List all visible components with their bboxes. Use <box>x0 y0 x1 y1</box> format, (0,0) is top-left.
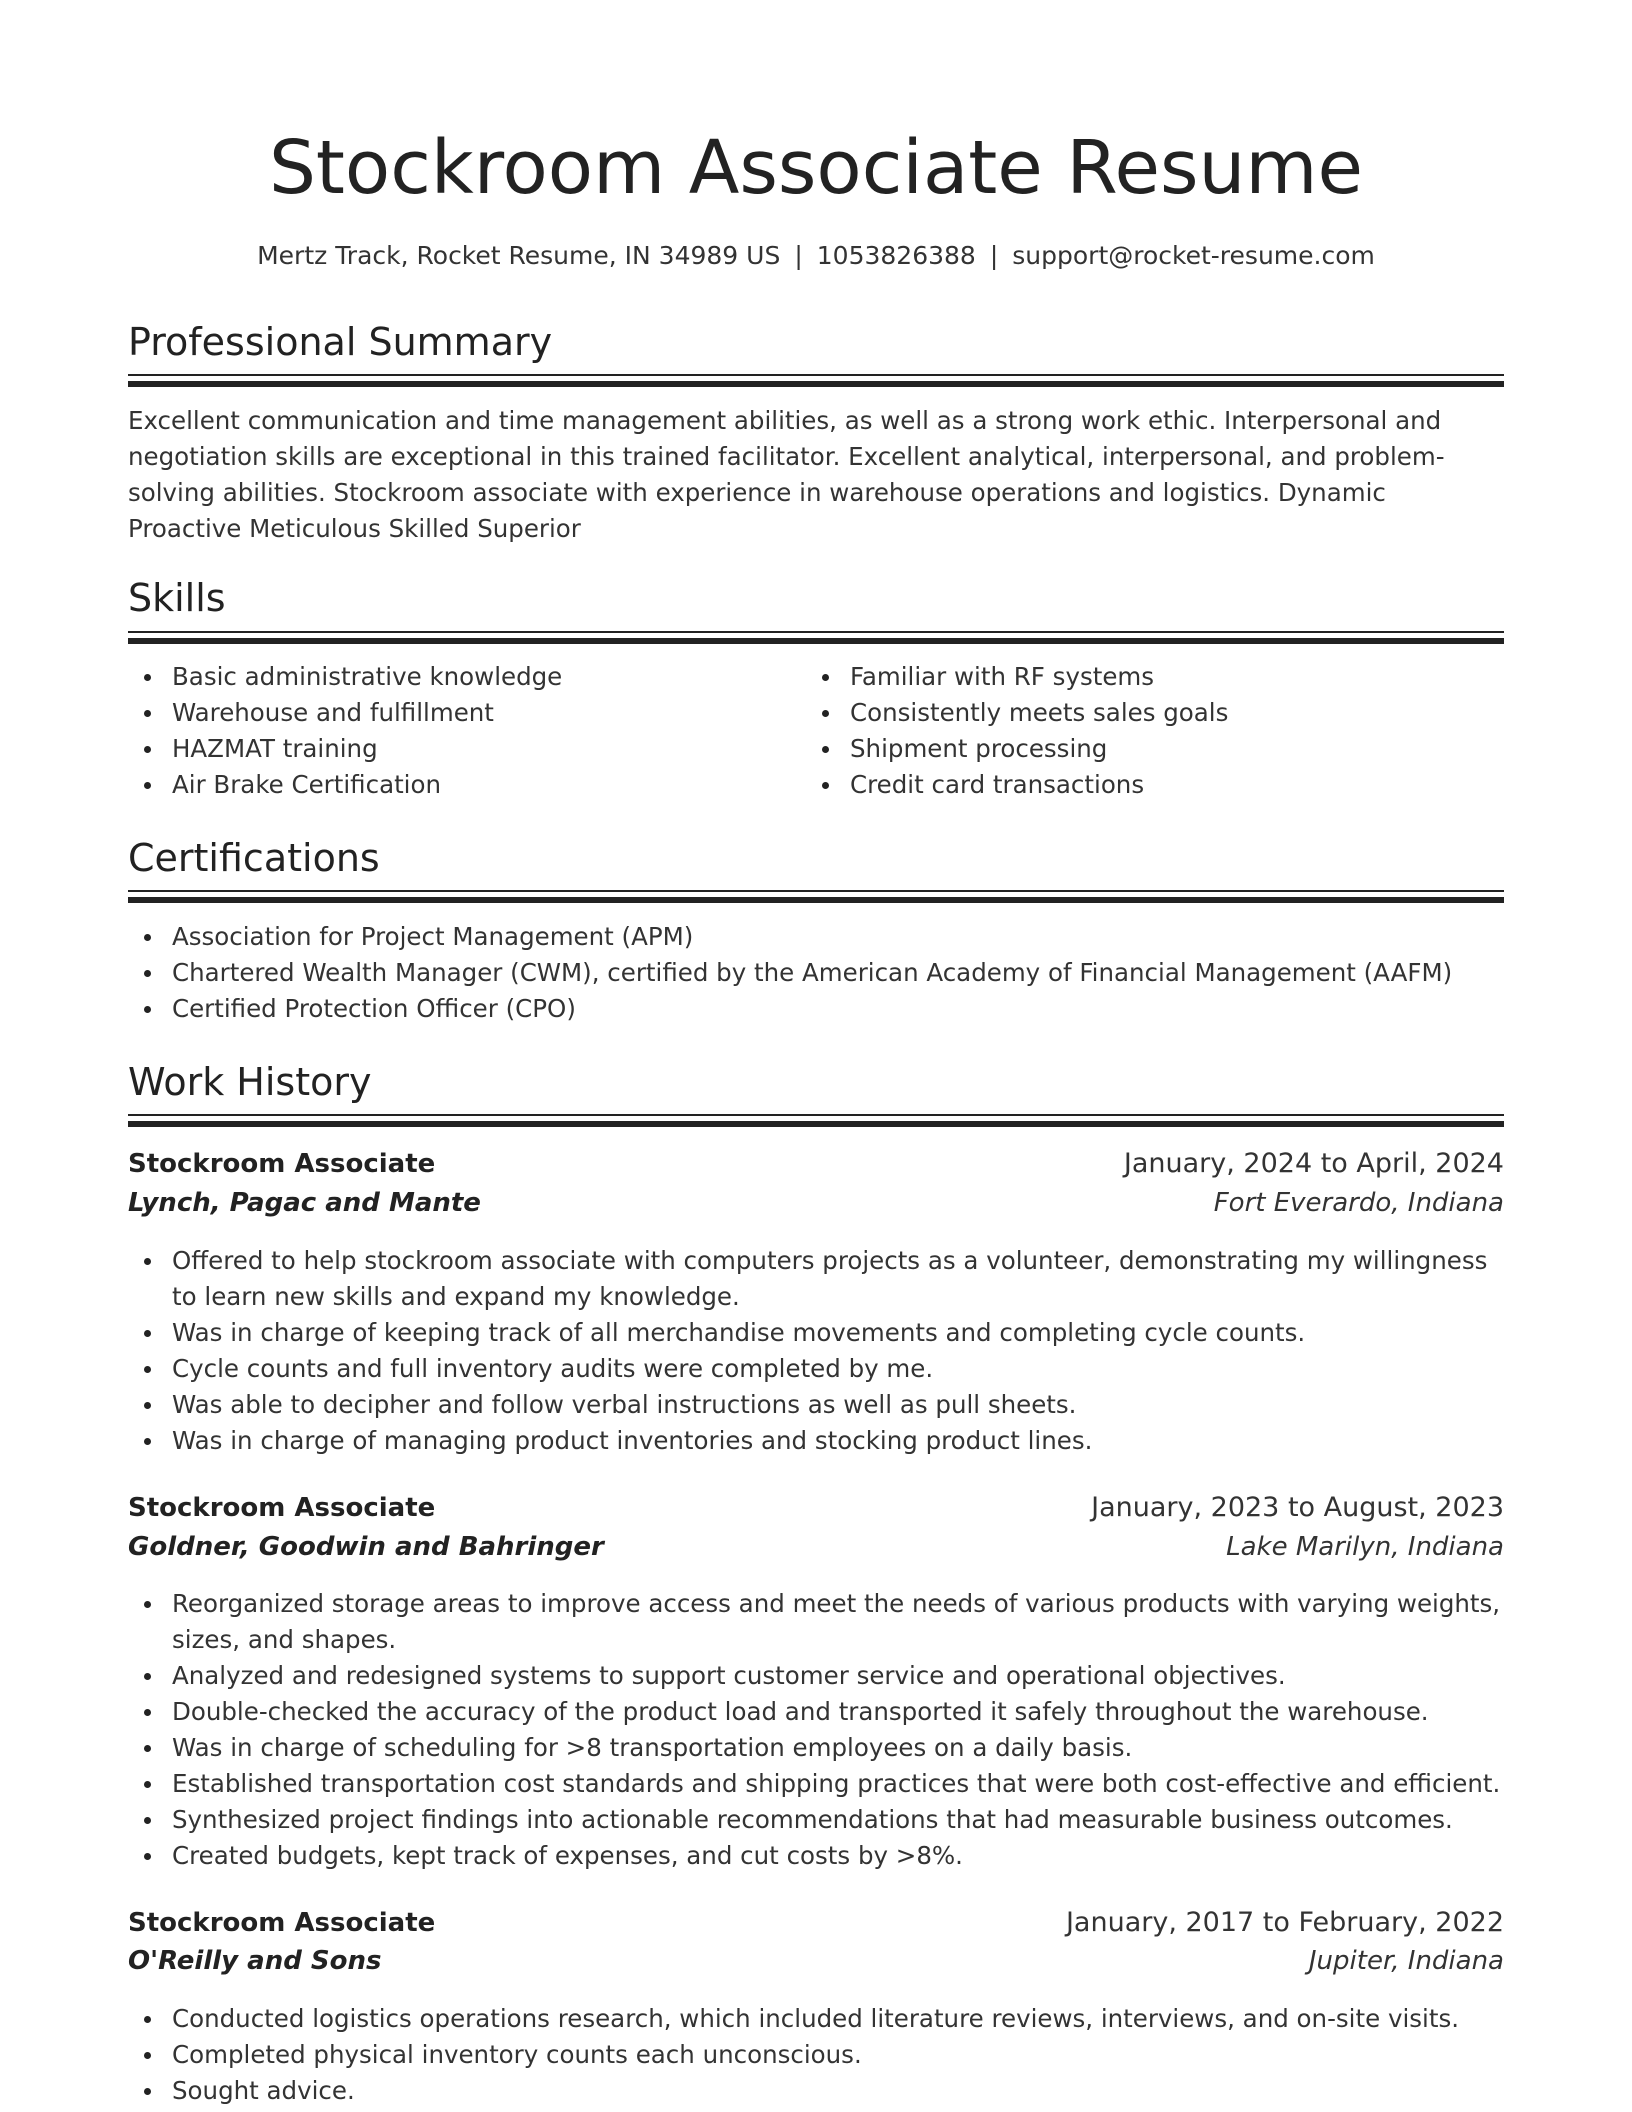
job-dates: January, 2024 to April, 2024 <box>1123 1148 1504 1179</box>
section-heading-work-history: Work History <box>128 1060 372 1104</box>
certifications-list <box>128 919 1504 1027</box>
job-bullets <box>128 2001 1504 2109</box>
list-item: Double-checked the accuracy of the product load and transported it safely throughout the warehouse. <box>128 1694 1504 1730</box>
job-bullets <box>128 1586 1504 1874</box>
list-item: Created budgets, kept track of expenses, and cut costs by >8%. <box>128 1838 1504 1874</box>
job-location: Lake Marilyn, Indiana <box>1226 1532 1504 1562</box>
job-company: Lynch, Pagac and Mante <box>128 1188 481 1218</box>
contact-separator: | <box>989 241 999 270</box>
list-item: Shipment processing <box>806 731 1466 767</box>
list-item: Was in charge of managing product inventories and stocking product lines. <box>128 1423 1504 1459</box>
job-bullets <box>128 1243 1504 1459</box>
resume-title: Stockroom Associate Resume <box>268 125 1364 211</box>
list-item: Conducted logistics operations research, which included literature reviews, interviews, and on-site visits. <box>128 2001 1504 2037</box>
list-item: Was in charge of keeping track of all merchandise movements and completing cycle counts. <box>128 1315 1504 1351</box>
section-divider <box>128 374 1504 387</box>
section-heading-certifications: Certifications <box>128 836 380 880</box>
job-title: Stockroom Associate <box>128 1493 436 1523</box>
list-item: Chartered Wealth Manager (CWM), certified by the American Academy of Financial Management (AAFM) <box>128 955 1504 991</box>
job-subheader <box>128 1532 1504 1562</box>
section-heading-skills: Skills <box>128 576 226 620</box>
list-item: Warehouse and fulfillment <box>128 695 788 731</box>
contact-email[interactable]: support@rocket-resume.com <box>1012 241 1375 270</box>
list-item: Certified Protection Officer (CPO) <box>128 991 1504 1027</box>
list-item: Synthesized project findings into actionable recommendations that had measurable business outcomes. <box>128 1802 1504 1838</box>
list-item: Analyzed and redesigned systems to support customer service and operational objectives. <box>128 1658 1504 1694</box>
list-item: Cycle counts and full inventory audits were completed by me. <box>128 1351 1504 1387</box>
job-dates: January, 2017 to February, 2022 <box>1065 1907 1504 1938</box>
contact-line <box>128 236 1504 276</box>
job-header <box>128 1907 1504 1938</box>
job-location: Fort Everardo, Indiana <box>1213 1188 1504 1218</box>
skills-list-right <box>806 659 1466 803</box>
list-item: Basic administrative knowledge <box>128 659 788 695</box>
section-divider <box>128 1114 1504 1127</box>
section-divider <box>128 631 1504 644</box>
summary-text: Excellent communication and time management abilities, as well as a strong work ethic. Interpersonal and negotiation skills are exceptional in this trained facilitator. Excellent analytical, interpersonal, and problem-solving abilities. Stockroom associate with experience in warehouse operations and logistics. Dynamic Proactive Meticulous Skilled Superior <box>128 406 1445 543</box>
job-subheader <box>128 1188 1504 1218</box>
list-item: Consistently meets sales goals <box>806 695 1466 731</box>
job-header <box>128 1492 1504 1523</box>
job-header <box>128 1148 1504 1179</box>
job-title: Stockroom Associate <box>128 1149 436 1179</box>
list-item: HAZMAT training <box>128 731 788 767</box>
list-item: Offered to help stockroom associate with computers projects as a volunteer, demonstrating my willingness to learn new skills and expand my knowledge. <box>128 1243 1504 1315</box>
job-company: Goldner, Goodwin and Bahringer <box>128 1532 604 1562</box>
contact-separator: | <box>794 241 803 270</box>
skills-list-left <box>128 659 788 803</box>
job-subheader <box>128 1946 1504 1976</box>
section-divider <box>128 890 1504 903</box>
list-item: Credit card transactions <box>806 767 1466 803</box>
list-item: Completed physical inventory counts each unconscious. <box>128 2037 1504 2073</box>
list-item: Familiar with RF systems <box>806 659 1466 695</box>
list-item: Established transportation cost standards and shipping practices that were both cost-effective and efficient. <box>128 1766 1504 1802</box>
list-item: Was in charge of scheduling for >8 transportation employees on a daily basis. <box>128 1730 1504 1766</box>
list-item: Sought advice. <box>128 2073 1504 2109</box>
contact-address: Mertz Track, Rocket Resume, IN 34989 US <box>257 241 781 270</box>
job-company: O'Reilly and Sons <box>128 1946 382 1976</box>
section-heading-summary: Professional Summary <box>128 320 553 364</box>
contact-phone: 1053826388 <box>816 241 976 270</box>
list-item: Air Brake Certification <box>128 767 788 803</box>
job-location: Jupiter, Indiana <box>1308 1946 1504 1976</box>
list-item: Was able to decipher and follow verbal instructions as well as pull sheets. <box>128 1387 1504 1423</box>
list-item: Association for Project Management (APM) <box>128 919 1504 955</box>
job-dates: January, 2023 to August, 2023 <box>1091 1492 1504 1523</box>
list-item: Reorganized storage areas to improve access and meet the needs of various products with varying weights, sizes, and shapes. <box>128 1586 1504 1658</box>
job-title: Stockroom Associate <box>128 1908 436 1938</box>
